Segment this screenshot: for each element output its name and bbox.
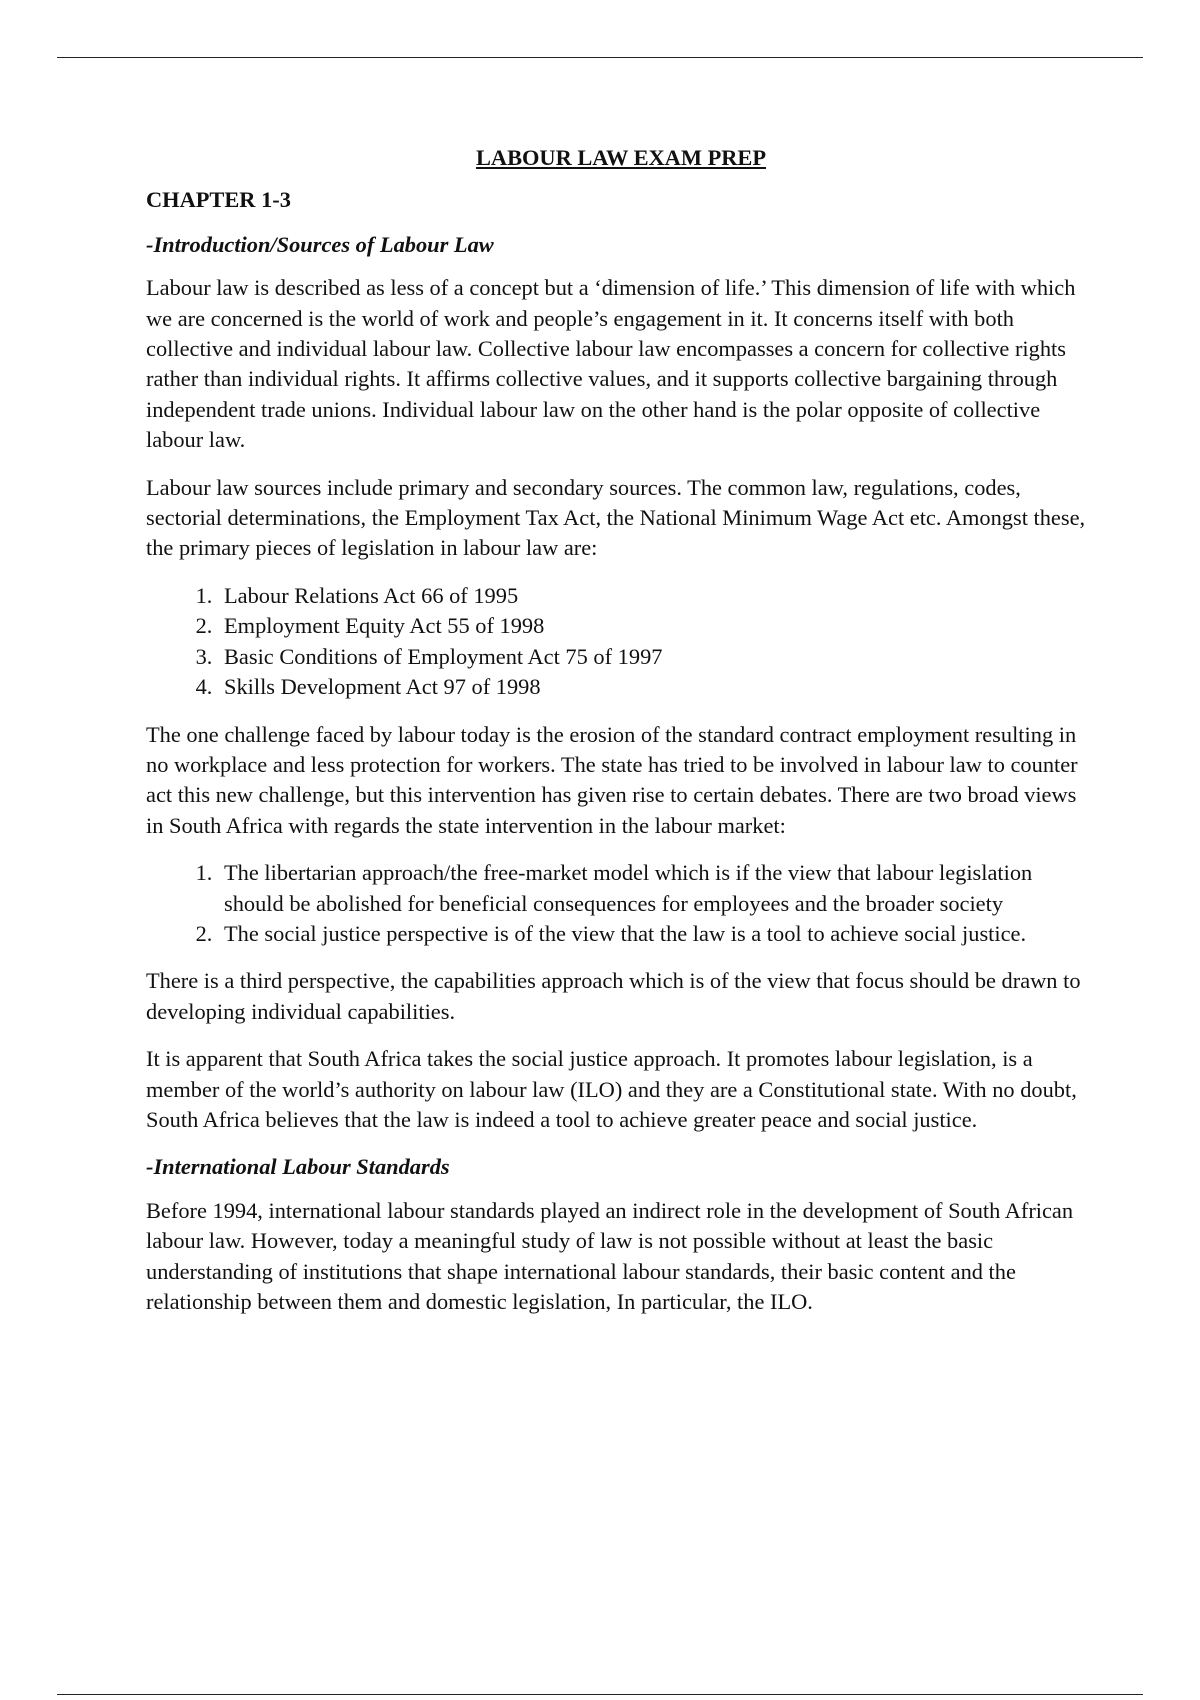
paragraph: Labour law is described as less of a concept but a ‘dimension of life.’ This dimension of life with which we are concerned is the world of work and people’s engagement in it. It concerns itself with both collective and individual labour law. Collective labour law encompasses a concern for collective rights rather than individual rights. It affirms collective values, and it supports collective bargaining through independent trade unions. Individual labour law on the other hand is the polar opposite of collective labour law. (146, 275, 1076, 453)
paragraph: The one challenge faced by labour today is the erosion of the standard contract employment resulting in no workplace and less protection for workers. The state has tried to be involved in labour law to counter act this new challenge, but this intervention has given rise to certain debates. There are two broad views in South Africa with regards the state intervention in the labour market: (146, 721, 1078, 838)
paragraph: Labour law sources include primary and secondary sources. The common law, regulations, codes, sectorial determinations, the Employment Tax Act, the National Minimum Wage Act etc. Amongst these, the primary pieces of legislation in labour law are: (146, 474, 1086, 561)
list-item: 1. The libertarian approach/the free-market model which is if the view that labour legislation should be abolished for beneficial consequences for employees and the broader society (218, 858, 1096, 919)
list-item: 4. Skills Development Act 97 of 1998 (218, 672, 1096, 702)
legislation-list (146, 581, 1096, 703)
views-list (146, 858, 1096, 949)
section-heading-introduction: -Introduction/Sources of Labour Law (146, 231, 494, 257)
paragraph: It is apparent that South Africa takes the social justice approach. It promotes labour legislation, is a member of the world’s authority on labour law (ILO) and they are a Constitutional state. With no doubt, South Africa believes that the law is indeed a tool to achieve greater peace and social justice. (146, 1046, 1077, 1132)
paragraph: Before 1994, international labour standards played an indirect role in the development of South African labour law. However, today a meaningful study of law is not possible without at least the basic understanding of institutions that shape international labour standards, their basic content and the relationship between them and domestic legislation, In particular, the ILO. (146, 1197, 1074, 1314)
document-body (146, 143, 1096, 1334)
paragraph: There is a third perspective, the capabilities approach which is of the view that focus should be drawn to developing individual capabilities. (146, 968, 1081, 1024)
list-item: 3. Basic Conditions of Employment Act 75 of 1997 (218, 642, 1096, 672)
list-item: 2. Employment Equity Act 55 of 1998 (218, 611, 1096, 641)
section-heading-international: -International Labour Standards (146, 1154, 450, 1180)
document-title: LABOUR LAW EXAM PREP (475, 145, 767, 170)
bottom-rule (57, 1694, 1143, 1695)
list-item: 2. The social justice perspective is of the view that the law is a tool to achieve social justice. (218, 919, 1096, 949)
top-rule (57, 57, 1143, 58)
list-item: 1. Labour Relations Act 66 of 1995 (218, 581, 1096, 611)
chapter-heading: CHAPTER 1-3 (146, 187, 291, 213)
